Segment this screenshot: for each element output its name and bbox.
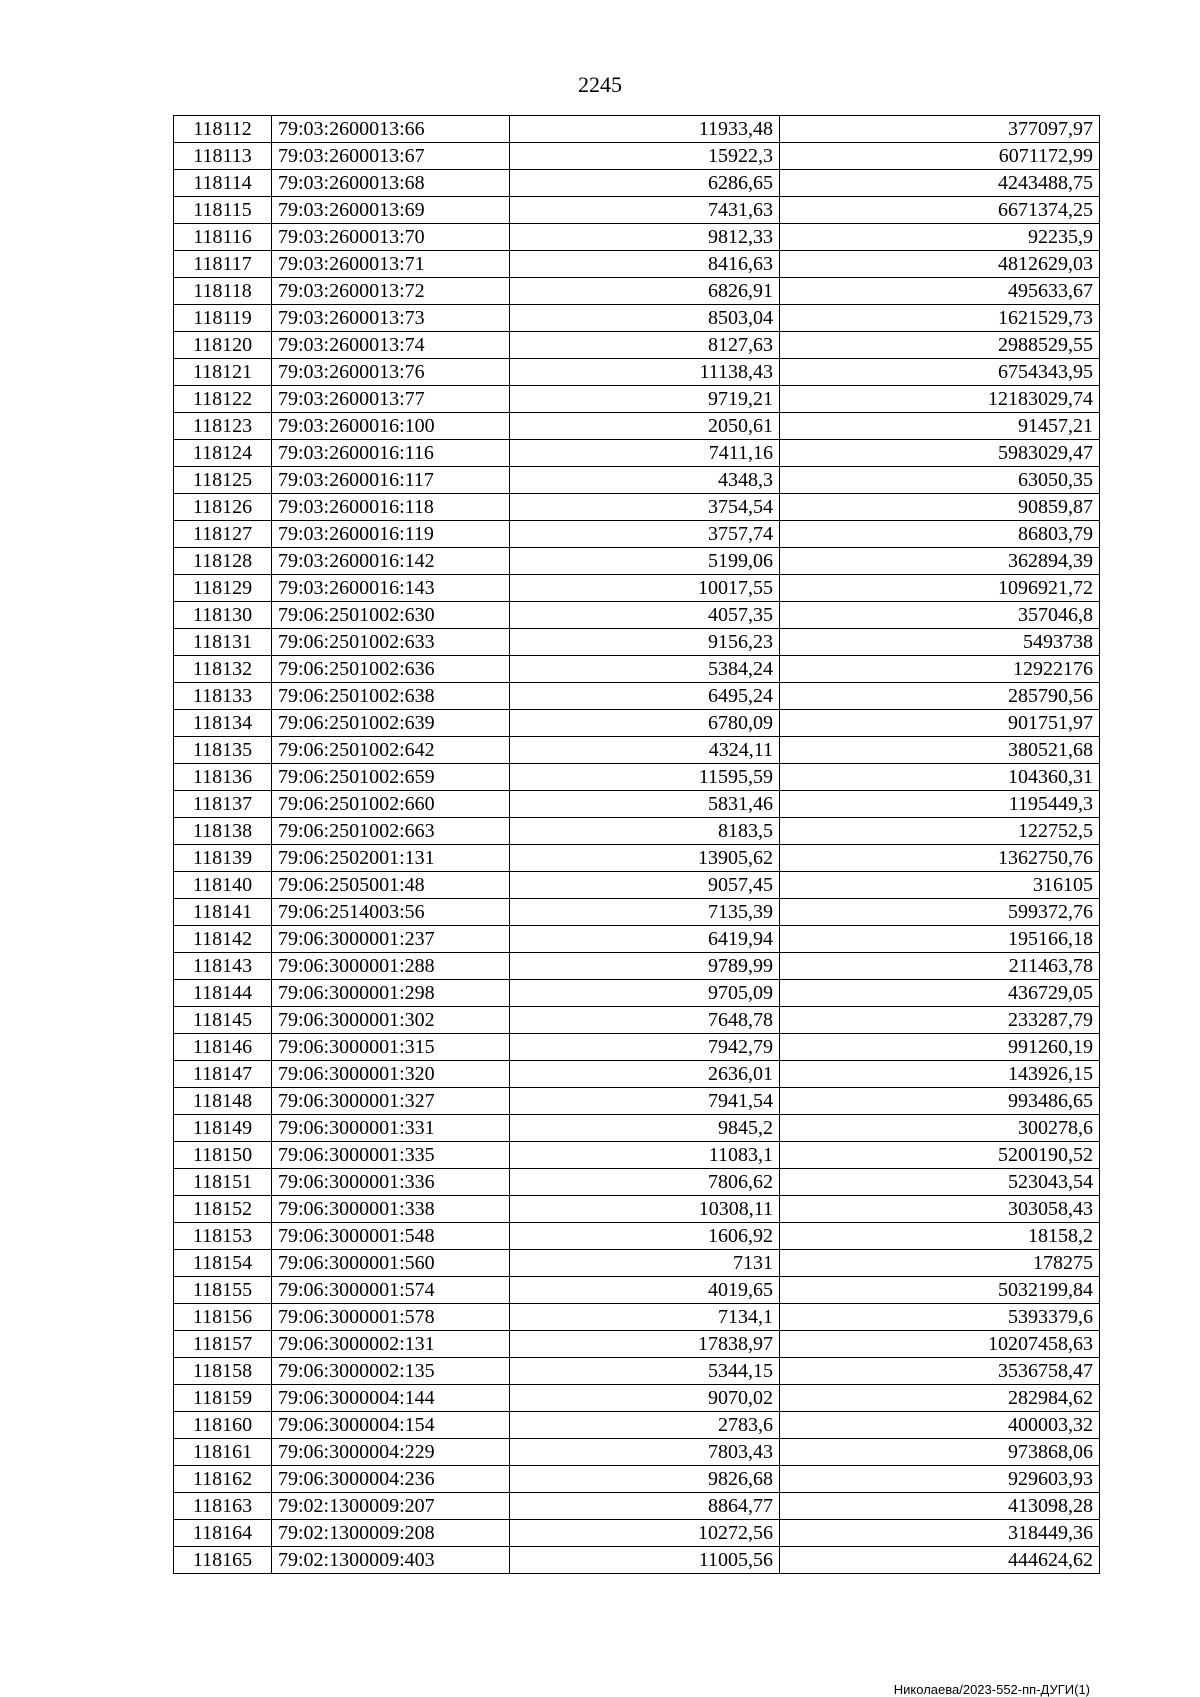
area-cell: 3757,74	[510, 521, 780, 548]
cadastral-number-cell: 79:03:2600013:71	[272, 251, 510, 278]
table-row	[174, 1547, 1100, 1574]
area-cell: 6419,94	[510, 926, 780, 953]
value-cell: 1096921,72	[780, 575, 1100, 602]
area-cell: 7131	[510, 1250, 780, 1277]
value-cell: 211463,78	[780, 953, 1100, 980]
table-row	[174, 494, 1100, 521]
row-number-cell: 118131	[174, 629, 272, 656]
table-row	[174, 1439, 1100, 1466]
row-number-cell: 118146	[174, 1034, 272, 1061]
area-cell: 9057,45	[510, 872, 780, 899]
area-cell: 5384,24	[510, 656, 780, 683]
row-number-cell: 118126	[174, 494, 272, 521]
row-number-cell: 118144	[174, 980, 272, 1007]
area-cell: 2050,61	[510, 413, 780, 440]
row-number-cell: 118118	[174, 278, 272, 305]
cadastral-number-cell: 79:06:2501002:633	[272, 629, 510, 656]
area-cell: 9070,02	[510, 1385, 780, 1412]
area-cell: 9789,99	[510, 953, 780, 980]
row-number-cell: 118141	[174, 899, 272, 926]
row-number-cell: 118163	[174, 1493, 272, 1520]
cadastral-number-cell: 79:06:3000004:229	[272, 1439, 510, 1466]
row-number-cell: 118161	[174, 1439, 272, 1466]
cadastral-number-cell: 79:03:2600016:100	[272, 413, 510, 440]
cadastral-number-cell: 79:06:3000004:154	[272, 1412, 510, 1439]
value-cell: 195166,18	[780, 926, 1100, 953]
value-cell: 122752,5	[780, 818, 1100, 845]
cadastral-number-cell: 79:03:2600013:77	[272, 386, 510, 413]
area-cell: 11595,59	[510, 764, 780, 791]
row-number-cell: 118162	[174, 1466, 272, 1493]
table-row	[174, 386, 1100, 413]
cadastral-number-cell: 79:06:2501002:660	[272, 791, 510, 818]
value-cell: 233287,79	[780, 1007, 1100, 1034]
row-number-cell: 118143	[174, 953, 272, 980]
value-cell: 991260,19	[780, 1034, 1100, 1061]
area-cell: 7648,78	[510, 1007, 780, 1034]
cadastral-number-cell: 79:06:2502001:131	[272, 845, 510, 872]
row-number-cell: 118112	[174, 116, 272, 143]
value-cell: 5983029,47	[780, 440, 1100, 467]
value-cell: 1621529,73	[780, 305, 1100, 332]
cadastral-number-cell: 79:03:2600016:119	[272, 521, 510, 548]
value-cell: 362894,39	[780, 548, 1100, 575]
row-number-cell: 118115	[174, 197, 272, 224]
row-number-cell: 118148	[174, 1088, 272, 1115]
table-row	[174, 143, 1100, 170]
table-row	[174, 1466, 1100, 1493]
row-number-cell: 118128	[174, 548, 272, 575]
row-number-cell: 118124	[174, 440, 272, 467]
value-cell: 5493738	[780, 629, 1100, 656]
row-number-cell: 118145	[174, 1007, 272, 1034]
table-row	[174, 737, 1100, 764]
table-row	[174, 1250, 1100, 1277]
value-cell: 282984,62	[780, 1385, 1100, 1412]
row-number-cell: 118142	[174, 926, 272, 953]
row-number-cell: 118157	[174, 1331, 272, 1358]
cadastral-number-cell: 79:06:3000001:578	[272, 1304, 510, 1331]
row-number-cell: 118132	[174, 656, 272, 683]
table-row	[174, 1061, 1100, 1088]
area-cell: 10308,11	[510, 1196, 780, 1223]
table-row	[174, 548, 1100, 575]
cadastral-number-cell: 79:06:2501002:636	[272, 656, 510, 683]
table-row	[174, 980, 1100, 1007]
cadastral-number-cell: 79:03:2600013:66	[272, 116, 510, 143]
table-row	[174, 1223, 1100, 1250]
cadastral-number-cell: 79:03:2600013:74	[272, 332, 510, 359]
cadastral-number-cell: 79:03:2600016:117	[272, 467, 510, 494]
row-number-cell: 118165	[174, 1547, 272, 1574]
cadastral-number-cell: 79:06:3000001:315	[272, 1034, 510, 1061]
table-row	[174, 1493, 1100, 1520]
cadastral-number-cell: 79:06:3000001:574	[272, 1277, 510, 1304]
area-cell: 4019,65	[510, 1277, 780, 1304]
value-cell: 18158,2	[780, 1223, 1100, 1250]
area-cell: 13905,62	[510, 845, 780, 872]
row-number-cell: 118135	[174, 737, 272, 764]
value-cell: 12183029,74	[780, 386, 1100, 413]
area-cell: 9812,33	[510, 224, 780, 251]
cadastral-number-cell: 79:06:3000001:302	[272, 1007, 510, 1034]
cadastral-number-cell: 79:06:3000001:336	[272, 1169, 510, 1196]
row-number-cell: 118119	[174, 305, 272, 332]
area-cell: 7941,54	[510, 1088, 780, 1115]
row-number-cell: 118136	[174, 764, 272, 791]
table-row	[174, 1196, 1100, 1223]
area-cell: 7431,63	[510, 197, 780, 224]
value-cell: 1362750,76	[780, 845, 1100, 872]
row-number-cell: 118116	[174, 224, 272, 251]
value-cell: 178275	[780, 1250, 1100, 1277]
table-row	[174, 467, 1100, 494]
table-row	[174, 791, 1100, 818]
area-cell: 9705,09	[510, 980, 780, 1007]
table-row	[174, 1142, 1100, 1169]
cadastral-number-cell: 79:03:2600013:68	[272, 170, 510, 197]
table-row	[174, 845, 1100, 872]
cadastral-number-cell: 79:06:3000001:338	[272, 1196, 510, 1223]
row-number-cell: 118155	[174, 1277, 272, 1304]
area-cell: 5344,15	[510, 1358, 780, 1385]
value-cell: 90859,87	[780, 494, 1100, 521]
row-number-cell: 118147	[174, 1061, 272, 1088]
table-row	[174, 305, 1100, 332]
row-number-cell: 118150	[174, 1142, 272, 1169]
table-row	[174, 1331, 1100, 1358]
table-row	[174, 1412, 1100, 1439]
table-row	[174, 170, 1100, 197]
value-cell: 5200190,52	[780, 1142, 1100, 1169]
row-number-cell: 118158	[174, 1358, 272, 1385]
cadastral-number-cell: 79:03:2600016:143	[272, 575, 510, 602]
row-number-cell: 118121	[174, 359, 272, 386]
value-cell: 1195449,3	[780, 791, 1100, 818]
table-row	[174, 440, 1100, 467]
table-row	[174, 521, 1100, 548]
cadastral-number-cell: 79:06:3000001:288	[272, 953, 510, 980]
value-cell: 318449,36	[780, 1520, 1100, 1547]
cadastral-registry-table	[173, 115, 1100, 1574]
area-cell: 7806,62	[510, 1169, 780, 1196]
table-row	[174, 899, 1100, 926]
table-row	[174, 1007, 1100, 1034]
table-row	[174, 413, 1100, 440]
cadastral-number-cell: 79:06:2501002:630	[272, 602, 510, 629]
value-cell: 316105	[780, 872, 1100, 899]
row-number-cell: 118149	[174, 1115, 272, 1142]
table-row	[174, 359, 1100, 386]
table-row	[174, 872, 1100, 899]
value-cell: 285790,56	[780, 683, 1100, 710]
row-number-cell: 118120	[174, 332, 272, 359]
page-number: 2245	[578, 72, 622, 97]
area-cell: 9826,68	[510, 1466, 780, 1493]
table-row	[174, 1385, 1100, 1412]
area-cell: 10017,55	[510, 575, 780, 602]
row-number-cell: 118117	[174, 251, 272, 278]
row-number-cell: 118156	[174, 1304, 272, 1331]
cadastral-number-cell: 79:03:2600013:69	[272, 197, 510, 224]
area-cell: 11005,56	[510, 1547, 780, 1574]
row-number-cell: 118159	[174, 1385, 272, 1412]
cadastral-number-cell: 79:06:2501002:639	[272, 710, 510, 737]
row-number-cell: 118152	[174, 1196, 272, 1223]
cadastral-number-cell: 79:06:2501002:642	[272, 737, 510, 764]
row-number-cell: 118123	[174, 413, 272, 440]
area-cell: 7942,79	[510, 1034, 780, 1061]
area-cell: 17838,97	[510, 1331, 780, 1358]
row-number-cell: 118153	[174, 1223, 272, 1250]
value-cell: 63050,35	[780, 467, 1100, 494]
value-cell: 357046,8	[780, 602, 1100, 629]
area-cell: 9719,21	[510, 386, 780, 413]
area-cell: 7135,39	[510, 899, 780, 926]
table-row	[174, 602, 1100, 629]
cadastral-number-cell: 79:03:2600013:76	[272, 359, 510, 386]
cadastral-number-cell: 79:03:2600016:118	[272, 494, 510, 521]
value-cell: 436729,05	[780, 980, 1100, 1007]
area-cell: 8416,63	[510, 251, 780, 278]
cadastral-number-cell: 79:03:2600016:116	[272, 440, 510, 467]
row-number-cell: 118154	[174, 1250, 272, 1277]
area-cell: 4057,35	[510, 602, 780, 629]
value-cell: 6071172,99	[780, 143, 1100, 170]
row-number-cell: 118138	[174, 818, 272, 845]
value-cell: 599372,76	[780, 899, 1100, 926]
cadastral-number-cell: 79:06:2501002:663	[272, 818, 510, 845]
value-cell: 413098,28	[780, 1493, 1100, 1520]
cadastral-number-cell: 79:06:3000004:144	[272, 1385, 510, 1412]
table-row	[174, 116, 1100, 143]
table-row	[174, 278, 1100, 305]
row-number-cell: 118127	[174, 521, 272, 548]
row-number-cell: 118129	[174, 575, 272, 602]
value-cell: 303058,43	[780, 1196, 1100, 1223]
cadastral-number-cell: 79:06:3000002:135	[272, 1358, 510, 1385]
row-number-cell: 118130	[174, 602, 272, 629]
value-cell: 6754343,95	[780, 359, 1100, 386]
cadastral-number-cell: 79:06:3000001:327	[272, 1088, 510, 1115]
value-cell: 973868,06	[780, 1439, 1100, 1466]
row-number-cell: 118164	[174, 1520, 272, 1547]
value-cell: 5032199,84	[780, 1277, 1100, 1304]
area-cell: 3754,54	[510, 494, 780, 521]
cadastral-number-cell: 79:03:2600013:73	[272, 305, 510, 332]
cadastral-number-cell: 79:06:3000001:335	[272, 1142, 510, 1169]
value-cell: 4812629,03	[780, 251, 1100, 278]
table-row	[174, 1034, 1100, 1061]
area-cell: 8183,5	[510, 818, 780, 845]
area-cell: 10272,56	[510, 1520, 780, 1547]
table-row	[174, 197, 1100, 224]
area-cell: 9156,23	[510, 629, 780, 656]
row-number-cell: 118139	[174, 845, 272, 872]
value-cell: 91457,21	[780, 413, 1100, 440]
cadastral-number-cell: 79:02:1300009:403	[272, 1547, 510, 1574]
cadastral-number-cell: 79:02:1300009:207	[272, 1493, 510, 1520]
value-cell: 523043,54	[780, 1169, 1100, 1196]
value-cell: 6671374,25	[780, 197, 1100, 224]
row-number-cell: 118160	[174, 1412, 272, 1439]
table-row	[174, 1169, 1100, 1196]
table-row	[174, 764, 1100, 791]
area-cell: 11083,1	[510, 1142, 780, 1169]
cadastral-number-cell: 79:02:1300009:208	[272, 1520, 510, 1547]
cadastral-number-cell: 79:03:2600016:142	[272, 548, 510, 575]
value-cell: 993486,65	[780, 1088, 1100, 1115]
value-cell: 92235,9	[780, 224, 1100, 251]
row-number-cell: 118133	[174, 683, 272, 710]
cadastral-number-cell: 79:06:2514003:56	[272, 899, 510, 926]
value-cell: 143926,15	[780, 1061, 1100, 1088]
cadastral-number-cell: 79:06:3000001:237	[272, 926, 510, 953]
table-row	[174, 710, 1100, 737]
area-cell: 6495,24	[510, 683, 780, 710]
row-number-cell: 118125	[174, 467, 272, 494]
area-cell: 15922,3	[510, 143, 780, 170]
cadastral-number-cell: 79:06:2505001:48	[272, 872, 510, 899]
cadastral-number-cell: 79:06:3000001:331	[272, 1115, 510, 1142]
row-number-cell: 118122	[174, 386, 272, 413]
table-row	[174, 818, 1100, 845]
value-cell: 929603,93	[780, 1466, 1100, 1493]
area-cell: 11933,48	[510, 116, 780, 143]
cadastral-number-cell: 79:06:3000001:548	[272, 1223, 510, 1250]
area-cell: 2783,6	[510, 1412, 780, 1439]
value-cell: 444624,62	[780, 1547, 1100, 1574]
area-cell: 4324,11	[510, 737, 780, 764]
area-cell: 11138,43	[510, 359, 780, 386]
value-cell: 86803,79	[780, 521, 1100, 548]
area-cell: 6780,09	[510, 710, 780, 737]
area-cell: 6286,65	[510, 170, 780, 197]
area-cell: 8864,77	[510, 1493, 780, 1520]
table-row	[174, 1358, 1100, 1385]
table-row	[174, 629, 1100, 656]
cadastral-number-cell: 79:03:2600013:72	[272, 278, 510, 305]
area-cell: 7803,43	[510, 1439, 780, 1466]
value-cell: 3536758,47	[780, 1358, 1100, 1385]
value-cell: 377097,97	[780, 116, 1100, 143]
area-cell: 4348,3	[510, 467, 780, 494]
value-cell: 10207458,63	[780, 1331, 1100, 1358]
area-cell: 9845,2	[510, 1115, 780, 1142]
area-cell: 5199,06	[510, 548, 780, 575]
value-cell: 5393379,6	[780, 1304, 1100, 1331]
value-cell: 300278,6	[780, 1115, 1100, 1142]
table-row	[174, 575, 1100, 602]
table-row	[174, 683, 1100, 710]
cadastral-number-cell: 79:03:2600013:70	[272, 224, 510, 251]
row-number-cell: 118134	[174, 710, 272, 737]
row-number-cell: 118114	[174, 170, 272, 197]
value-cell: 12922176	[780, 656, 1100, 683]
row-number-cell: 118137	[174, 791, 272, 818]
area-cell: 8503,04	[510, 305, 780, 332]
cadastral-number-cell: 79:06:3000004:236	[272, 1466, 510, 1493]
table-row	[174, 224, 1100, 251]
value-cell: 901751,97	[780, 710, 1100, 737]
row-number-cell: 118140	[174, 872, 272, 899]
value-cell: 2988529,55	[780, 332, 1100, 359]
area-cell: 1606,92	[510, 1223, 780, 1250]
area-cell: 5831,46	[510, 791, 780, 818]
table-row	[174, 656, 1100, 683]
cadastral-number-cell: 79:06:3000002:131	[272, 1331, 510, 1358]
cadastral-number-cell: 79:06:2501002:659	[272, 764, 510, 791]
cadastral-number-cell: 79:06:3000001:320	[272, 1061, 510, 1088]
document-reference: Николаева/2023-552-пп-ДУГИ(1)	[893, 1682, 1090, 1697]
table-row	[174, 1304, 1100, 1331]
value-cell: 380521,68	[780, 737, 1100, 764]
value-cell: 4243488,75	[780, 170, 1100, 197]
table-row	[174, 1277, 1100, 1304]
table-row	[174, 1520, 1100, 1547]
area-cell: 8127,63	[510, 332, 780, 359]
value-cell: 495633,67	[780, 278, 1100, 305]
cadastral-number-cell: 79:03:2600013:67	[272, 143, 510, 170]
area-cell: 2636,01	[510, 1061, 780, 1088]
table-row	[174, 1115, 1100, 1142]
table-body	[174, 116, 1100, 1574]
area-cell: 7411,16	[510, 440, 780, 467]
area-cell: 6826,91	[510, 278, 780, 305]
value-cell: 104360,31	[780, 764, 1100, 791]
table-row	[174, 251, 1100, 278]
table-row	[174, 926, 1100, 953]
row-number-cell: 118113	[174, 143, 272, 170]
table-row	[174, 953, 1100, 980]
value-cell: 400003,32	[780, 1412, 1100, 1439]
cadastral-number-cell: 79:06:3000001:560	[272, 1250, 510, 1277]
cadastral-number-cell: 79:06:2501002:638	[272, 683, 510, 710]
table-row	[174, 1088, 1100, 1115]
row-number-cell: 118151	[174, 1169, 272, 1196]
cadastral-number-cell: 79:06:3000001:298	[272, 980, 510, 1007]
area-cell: 7134,1	[510, 1304, 780, 1331]
table-row	[174, 332, 1100, 359]
